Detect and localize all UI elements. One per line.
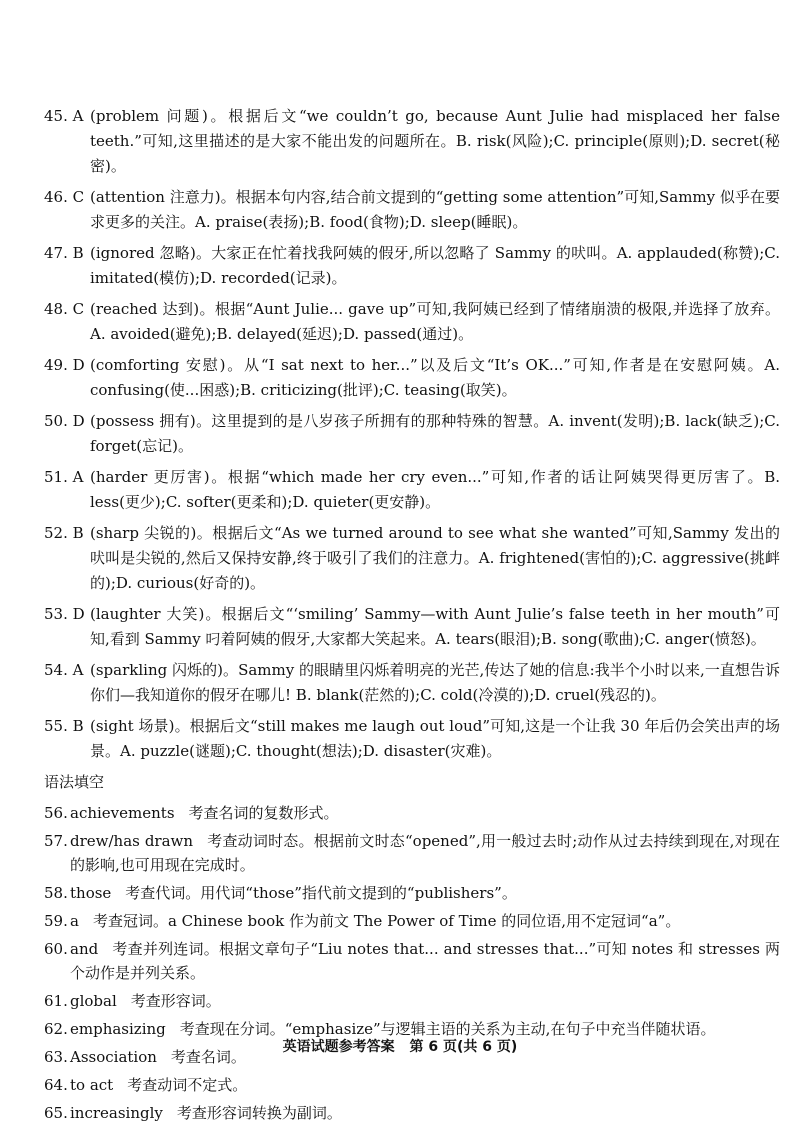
item-explanation: (possess 拥有)。这里提到的是八岁孩子所拥有的那种特殊的智慧。A. invent(发明);B. lack(缺乏);C. forget(忘记)。: [90, 412, 780, 455]
page-footer: [0, 1036, 800, 1056]
item-number: 49. D: [44, 356, 85, 374]
item-answer: increasingly: [70, 1104, 163, 1122]
item-explanation: (attention 注意力)。根据本句内容,结合前文提到的“getting some attention”可知,Sammy 似乎在要求更多的关注。A. praise(表扬);B. food(食物);D. sleep(睡眠)。: [90, 188, 780, 231]
cloze-item-54: [44, 658, 780, 708]
item-explanation: (comforting 安慰)。从“I sat next to her...”以及后文“It’s OK...”可知,作者是在安慰阿姨。A. confusing(使...困惑);B. criticizing(批评);C. teasing(取笑)。: [90, 356, 780, 399]
item-note: 考查名词。: [170, 1048, 246, 1066]
cloze-item-49: [44, 353, 780, 403]
cloze-item-47: [44, 241, 780, 291]
cloze-item-51: [44, 465, 780, 515]
item-number: 55. B: [44, 717, 84, 735]
item-number: 61.: [44, 992, 68, 1010]
item-note: 考查现在分词。“emphasize”与逻辑主语的关系为主动,在句子中充当伴随状语。: [179, 1020, 716, 1038]
cloze-item-46: [44, 185, 780, 235]
item-number: 64.: [44, 1076, 68, 1094]
cloze-item-52: [44, 521, 780, 596]
cloze-item-55: [44, 714, 780, 764]
item-number: 53. D: [44, 605, 85, 623]
grammar-item-58: [44, 881, 780, 905]
item-number: 54. A: [44, 661, 84, 679]
item-number: 48. C: [44, 300, 85, 318]
answer-list: [44, 104, 780, 1129]
item-explanation: (problem 问题)。根据后文“we couldn’t go, because Aunt Julie had misplaced her false teeth.”可知,这里描述的是大家不能出发的问题所在。B. risk(风险);C. principle(原则);D. secret(秘密)。: [90, 107, 780, 175]
item-note: 考查形容词。: [130, 992, 221, 1010]
item-answer: achievements: [70, 804, 175, 822]
item-answer: drew/has drawn: [70, 832, 194, 850]
item-number: 51. A: [44, 468, 84, 486]
cloze-item-53: [44, 602, 780, 652]
item-number: 45. A: [44, 107, 84, 125]
item-number: 57.: [44, 832, 68, 850]
item-answer: those: [70, 884, 112, 902]
item-note: 考查形容词转换为副词。: [176, 1104, 342, 1122]
cloze-item-45: [44, 104, 780, 179]
item-answer: emphasizing: [70, 1020, 166, 1038]
item-answer: to act: [70, 1076, 114, 1094]
item-answer: a: [70, 912, 79, 930]
grammar-item-65: [44, 1101, 780, 1125]
grammar-item-57: [44, 829, 780, 877]
item-answer: Association: [70, 1048, 157, 1066]
cloze-item-48: [44, 297, 780, 347]
grammar-section-title: 语法填空: [44, 773, 105, 791]
grammar-item-61: [44, 989, 780, 1013]
item-note: 考查并列连词。根据文章句子“Liu notes that... and stresses that...”可知 notes 和 stresses 两个动作是并列关系。: [70, 940, 780, 982]
item-note: 考查动词不定式。: [127, 1076, 248, 1094]
item-number: 62.: [44, 1020, 68, 1038]
item-number: 56.: [44, 804, 68, 822]
item-explanation: (harder 更厉害)。根据“which made her cry even...”可知,作者的话让阿姨哭得更厉害了。B. less(更少);C. softer(更柔和);D. quieter(更安静)。: [90, 468, 780, 511]
item-number: 65.: [44, 1104, 68, 1122]
item-note: 考查冠词。a Chinese book 作为前文 The Power of Time 的同位语,用不定冠词“a”。: [92, 912, 681, 930]
item-number: 63.: [44, 1048, 68, 1066]
item-explanation: (sight 场景)。根据后文“still makes me laugh out loud”可知,这是一个让我 30 年后仍会笑出声的场景。A. puzzle(谜题);C. thought(想法);D. disaster(灾难)。: [90, 717, 780, 760]
item-note: 考查代词。用代词“those”指代前文提到的“publishers”。: [125, 884, 517, 902]
item-number: 52. B: [44, 524, 84, 542]
grammar-item-64: [44, 1073, 780, 1097]
item-answer: global: [70, 992, 117, 1010]
item-answer: and: [70, 940, 99, 958]
item-number: 58.: [44, 884, 68, 902]
item-explanation: (ignored 忽略)。大家正在忙着找我阿姨的假牙,所以忽略了 Sammy 的吠叫。A. applauded(称赞);C. imitated(模仿);D. recorded(记录)。: [90, 244, 780, 287]
item-note: 考查名词的复数形式。: [188, 804, 339, 822]
item-number: 59.: [44, 912, 68, 930]
item-explanation: (reached 达到)。根据“Aunt Julie... gave up”可知,我阿姨已经到了情绪崩溃的极限,并选择了放弃。A. avoided(避免);B. delayed(延迟);D. passed(通过)。: [90, 300, 780, 343]
cloze-item-50: [44, 409, 780, 459]
item-explanation: (sharp 尖锐的)。根据后文“As we turned around to see what she wanted”可知,Sammy 发出的吠叫是尖锐的,然后又保持安静,终于吸引了我们的注意力。A. frightened(害怕的);C. aggressive(挑衅的);D. curious(好奇的)。: [90, 524, 780, 592]
grammar-item-60: [44, 937, 780, 985]
item-number: 50. D: [44, 412, 85, 430]
item-explanation: (laughter 大笑)。根据后文“‘smiling’ Sammy—with Aunt Julie’s false teeth in her mouth”可知,看到 Sammy 叼着阿姨的假牙,大家都大笑起来。A. tears(眼泪);B. song(歌曲);C. anger(愤怒)。: [90, 605, 780, 648]
footer-title: 英语试题参考答案: [282, 1039, 395, 1055]
item-number: 46. C: [44, 188, 85, 206]
footer-page-number: 第 6 页(共 6 页): [409, 1039, 518, 1055]
item-note: 考查动词时态。根据前文时态“opened”,用一般过去时;动作从过去持续到现在,对现在的影响,也可用现在完成时。: [70, 832, 780, 874]
item-number: 60.: [44, 940, 68, 958]
item-explanation: (sparkling 闪烁的)。Sammy 的眼睛里闪烁着明亮的光芒,传达了她的信息:我半个小时以来,一直想告诉你们—我知道你的假牙在哪儿! B. blank(茫然的);C. cold(冷漠的);D. cruel(残忍的)。: [90, 661, 780, 704]
grammar-item-56: [44, 801, 780, 825]
grammar-item-59: [44, 909, 780, 933]
item-number: 47. B: [44, 244, 84, 262]
